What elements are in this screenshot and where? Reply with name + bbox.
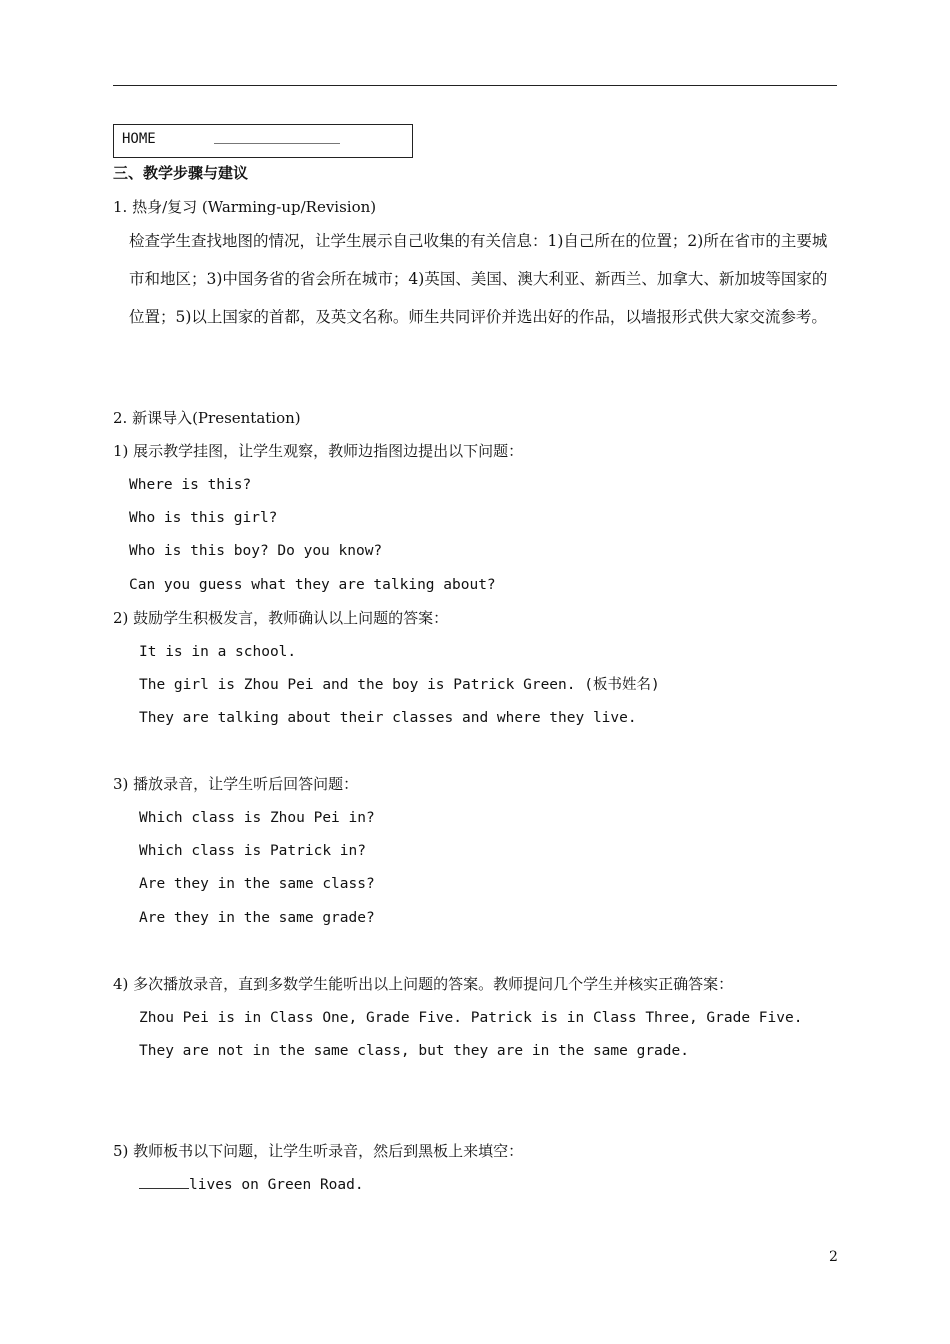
- sub3-question: Are they in the same grade?: [139, 910, 375, 926]
- sub2-answer: They are talking about their classes and where they live.: [139, 710, 637, 726]
- sub2-answer: It is in a school.: [139, 644, 297, 660]
- sub3-question: Which class is Patrick in?: [139, 843, 366, 859]
- fill-blank: [139, 1174, 189, 1189]
- sub5-fill-line: [139, 1174, 364, 1195]
- page-number: 2: [829, 1249, 838, 1265]
- fill-text: lives on Green Road.: [189, 1177, 364, 1193]
- sub1-question: Who is this girl?: [129, 510, 278, 526]
- step1-paragraph: 检查学生查找地图的情况，让学生展示自己收集的有关信息：1)自己所在的位置；2)所在省市的主要城市和地区；3)中国务省的省会所在城市；4)英国、美国、澳大利亚、新西兰、加拿大、新加坡等国家的位置；5)以上国家的首都，及英文名称。师生共同评价并选出好的作品，以墙报形式供大家交流参考。: [129, 232, 828, 326]
- sub3-question: Are they in the same class?: [139, 876, 375, 892]
- sub2-heading: 2) 鼓励学生积极发言，教师确认以上问题的答案：: [113, 609, 449, 627]
- sub2-answer: The girl is Zhou Pei and the boy is Patrick Green. (板书姓名): [139, 677, 660, 693]
- home-label: HOME: [122, 131, 156, 147]
- sub1-heading: 1) 展示教学挂图，让学生观察，教师边指图边提出以下问题：: [113, 442, 524, 460]
- step1-heading: 1. 热身/复习 (Warming-up/Revision): [113, 198, 377, 216]
- sub5-heading: 5) 教师板书以下问题，让学生听录音，然后到黑板上来填空：: [113, 1142, 524, 1160]
- sub3-heading: 3) 播放录音，让学生听后回答问题：: [113, 775, 359, 793]
- sub4-answer: They are not in the same class, but they are in the same grade.: [139, 1043, 689, 1059]
- sub1-question: Where is this?: [129, 477, 252, 493]
- section-title: 三、教学步骤与建议: [113, 164, 249, 182]
- sub3-question: Which class is Zhou Pei in?: [139, 810, 375, 826]
- step2-heading: 2. 新课导入(Presentation): [113, 409, 301, 427]
- home-blank-line: [214, 143, 340, 144]
- sub4-answer: Zhou Pei is in Class One, Grade Five. Patrick is in Class Three, Grade Five.: [139, 1010, 803, 1026]
- sub4-heading: 4) 多次播放录音，直到多数学生能听出以上问题的答案。教师提问几个学生并核实正确答案：: [113, 975, 734, 993]
- sub1-question: Who is this boy? Do you know?: [129, 543, 383, 559]
- sub1-question: Can you guess what they are talking about?: [129, 577, 496, 593]
- header-rule: [113, 85, 837, 86]
- home-box: [113, 124, 413, 158]
